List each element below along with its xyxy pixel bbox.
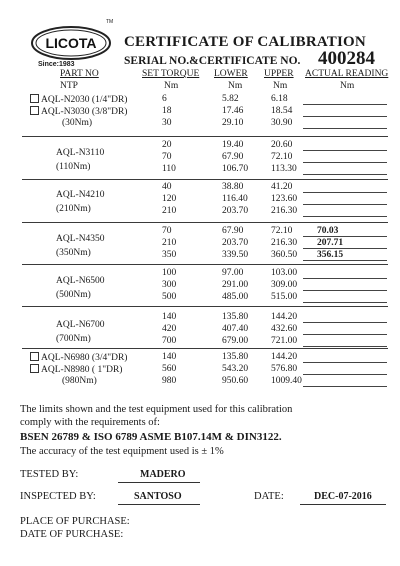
since-label: Since:1983 — [38, 61, 75, 68]
part-model-label: AQL-N8980 ( 1"DR) — [41, 365, 123, 375]
upper-limit-cell: 576.80 — [271, 364, 298, 374]
set-torque-cell: 140 — [162, 352, 177, 362]
unit-lower: Nm — [228, 81, 243, 91]
lower-limit-cell: 203.70 — [222, 238, 249, 248]
upper-limit-cell: 721.00 — [271, 336, 298, 346]
actual-reading-line — [303, 278, 387, 279]
set-torque-cell: 350 — [162, 250, 177, 260]
lower-limit-cell: 203.70 — [222, 206, 249, 216]
part-model — [62, 118, 92, 128]
part-model-label: (30Nm) — [62, 118, 93, 128]
lower-limit-cell: 29.10 — [222, 118, 244, 128]
upper-limit-cell: 216.30 — [271, 238, 298, 248]
col-lower: LOWER — [214, 69, 248, 79]
group-divider — [22, 179, 388, 180]
part-model-label: (700Nm) — [56, 334, 91, 344]
part-model — [30, 352, 127, 363]
upper-limit-cell: 432.60 — [271, 324, 298, 334]
set-torque-cell: 120 — [162, 194, 177, 204]
actual-reading-value: 356.15 — [317, 250, 344, 260]
col-set-torque: SET TORQUE — [142, 69, 200, 79]
lower-limit-cell: 116.40 — [222, 194, 248, 204]
actual-reading-line — [303, 128, 387, 129]
actual-reading-line — [303, 216, 387, 217]
part-model-label: AQL-N3110 — [56, 148, 105, 158]
actual-reading-value: 207.71 — [317, 238, 344, 248]
part-model — [56, 334, 91, 344]
upper-limit-cell: 360.50 — [271, 250, 298, 260]
inspected-by-label: INSPECTED BY: — [20, 491, 96, 502]
tested-by-line — [118, 482, 200, 483]
actual-reading-line — [303, 302, 387, 303]
part-model-label: (980Nm) — [62, 376, 97, 386]
upper-limit-cell: 72.10 — [271, 152, 293, 162]
lower-limit-cell: 17.46 — [222, 106, 244, 116]
upper-limit-cell: 41.20 — [271, 182, 293, 192]
date-of-purchase-label: DATE OF PURCHASE: — [20, 529, 124, 540]
unit-actual: Nm — [340, 81, 355, 91]
set-torque-cell: 30 — [162, 118, 172, 128]
lower-limit-cell: 339.50 — [222, 250, 249, 260]
set-torque-cell: 100 — [162, 268, 177, 278]
inspected-by-line — [118, 504, 200, 505]
actual-reading-value: 70.03 — [317, 226, 339, 236]
part-checkbox[interactable] — [30, 364, 39, 373]
lower-limit-cell: 291.00 — [222, 280, 249, 290]
upper-limit-cell: 6.18 — [271, 94, 288, 104]
trademark-mark: TM — [106, 19, 114, 25]
actual-reading-line — [303, 334, 387, 335]
lower-limit-cell: 5.82 — [222, 94, 239, 104]
actual-reading-line — [303, 150, 387, 151]
lower-limit-cell: 67.90 — [222, 152, 244, 162]
actual-reading-line — [303, 386, 387, 387]
lower-limit-cell: 135.80 — [222, 352, 249, 362]
inspected-by-value: SANTOSO — [134, 491, 182, 502]
upper-limit-cell: 144.20 — [271, 352, 298, 362]
part-model-label: AQL-N3030 (3/8"DR) — [41, 107, 128, 117]
part-model — [56, 248, 91, 258]
part-model — [56, 204, 91, 214]
set-torque-cell: 420 — [162, 324, 177, 334]
upper-limit-cell: 216.30 — [271, 206, 298, 216]
set-torque-cell: 300 — [162, 280, 177, 290]
svg-text:LICOTA: LICOTA — [45, 35, 97, 51]
group-divider — [22, 136, 388, 137]
unit-set: Nm — [164, 81, 179, 91]
upper-limit-cell: 72.10 — [271, 226, 293, 236]
standards-text: BSEN 26789 & ISO 6789 ASME B107.14M & DIN3122. — [20, 431, 282, 443]
part-model — [56, 276, 105, 286]
actual-reading-line — [303, 104, 387, 105]
tested-by-label: TESTED BY: — [20, 469, 79, 480]
set-torque-cell: 700 — [162, 336, 177, 346]
lower-limit-cell: 679.00 — [222, 336, 249, 346]
set-torque-cell: 140 — [162, 312, 177, 322]
col-actual-reading: ACTUAL READING — [305, 69, 389, 79]
upper-limit-cell: 18.54 — [271, 106, 293, 116]
part-checkbox[interactable] — [30, 94, 39, 103]
actual-reading-line — [303, 322, 387, 323]
actual-reading-line — [303, 162, 387, 163]
actual-reading-line — [303, 290, 387, 291]
serial-label: SERIAL NO.&CERTIFICATE NO. — [124, 55, 301, 67]
set-torque-cell: 6 — [162, 94, 167, 104]
tested-by-value: MADERO — [140, 469, 186, 480]
upper-limit-cell: 103.00 — [271, 268, 298, 278]
set-torque-cell: 210 — [162, 238, 177, 248]
part-model-label: AQL-N4210 — [56, 190, 105, 200]
part-model — [56, 290, 91, 300]
part-model — [56, 148, 104, 158]
lower-limit-cell: 38.80 — [222, 182, 244, 192]
set-torque-cell: 20 — [162, 140, 172, 150]
lower-limit-cell: 407.40 — [222, 324, 249, 334]
set-torque-cell: 500 — [162, 292, 177, 302]
serial-number: 400284 — [318, 48, 375, 69]
upper-limit-cell: 515.00 — [271, 292, 298, 302]
part-model-label: (500Nm) — [56, 290, 91, 300]
group-divider — [22, 306, 388, 307]
upper-limit-cell: 30.90 — [271, 118, 293, 128]
lower-limit-cell: 950.60 — [222, 376, 249, 386]
lower-limit-cell: 106.70 — [222, 164, 249, 174]
place-of-purchase-label: PLACE OF PURCHASE: — [20, 516, 130, 527]
part-model-label: (210Nm) — [56, 204, 91, 214]
date-line — [300, 504, 386, 505]
actual-reading-line — [303, 346, 387, 347]
lower-limit-cell: 19.40 — [222, 140, 244, 150]
upper-limit-cell: 309.00 — [271, 280, 298, 290]
lower-limit-cell: 485.00 — [222, 292, 249, 302]
part-checkbox[interactable] — [30, 106, 39, 115]
actual-reading-line — [303, 374, 387, 375]
part-model — [30, 94, 127, 105]
lower-limit-cell: 67.90 — [222, 226, 244, 236]
set-torque-cell: 110 — [162, 164, 176, 174]
col-part-no: PART NO — [60, 69, 99, 79]
part-model-label: AQL-N6700 — [56, 320, 105, 330]
lower-limit-cell: 543.20 — [222, 364, 249, 374]
set-torque-cell: 70 — [162, 152, 172, 162]
accuracy-text: The accuracy of the test equipment used is ± 1% — [20, 446, 224, 457]
actual-reading-line — [303, 362, 387, 363]
set-torque-cell: 560 — [162, 364, 177, 374]
part-checkbox[interactable] — [30, 352, 39, 361]
upper-limit-cell: 20.60 — [271, 140, 293, 150]
part-model-label: AQL-N4350 — [56, 234, 105, 244]
set-torque-cell: 40 — [162, 182, 172, 192]
actual-reading-line — [303, 116, 387, 117]
group-divider — [22, 264, 388, 265]
actual-reading-line — [303, 248, 387, 249]
upper-limit-cell: 144.20 — [271, 312, 298, 322]
set-torque-cell: 18 — [162, 106, 172, 116]
part-model — [56, 190, 105, 200]
actual-reading-line — [303, 260, 387, 261]
date-label: DATE: — [254, 491, 284, 502]
part-model — [30, 106, 127, 117]
compliance-text-1: The limits shown and the test equipment used for this calibration — [20, 404, 293, 415]
part-model-label: (350Nm) — [56, 248, 91, 258]
lower-limit-cell: 135.80 — [222, 312, 249, 322]
part-model — [62, 376, 97, 386]
date-value: DEC-07-2016 — [314, 491, 372, 502]
group-divider — [22, 222, 388, 223]
actual-reading-line — [303, 192, 387, 193]
upper-limit-cell: 113.30 — [271, 164, 297, 174]
set-torque-cell: 70 — [162, 226, 172, 236]
part-model — [56, 320, 105, 330]
upper-limit-cell: 1009.40 — [271, 376, 302, 386]
unit-upper: Nm — [273, 81, 288, 91]
actual-reading-line — [303, 204, 387, 205]
part-model-label: AQL-N6980 (3/4"DR) — [41, 353, 128, 363]
unit-part: NTP — [60, 81, 78, 91]
certificate-title: CERTIFICATE OF CALIBRATION — [124, 34, 366, 50]
compliance-text-2: comply with the requirements of: — [20, 417, 160, 428]
part-model — [56, 162, 90, 172]
upper-limit-cell: 123.60 — [271, 194, 298, 204]
lower-limit-cell: 97.00 — [222, 268, 244, 278]
part-model-label: AQL-N6500 — [56, 276, 105, 286]
part-model — [56, 234, 105, 244]
part-model — [30, 364, 122, 375]
set-torque-cell: 210 — [162, 206, 177, 216]
group-divider — [22, 348, 388, 349]
actual-reading-line — [303, 174, 387, 175]
actual-reading-line — [303, 236, 387, 237]
part-model-label: (110Nm) — [56, 162, 91, 172]
col-upper: UPPER — [264, 69, 294, 79]
part-model-label: AQL-N2030 (1/4"DR) — [41, 95, 128, 105]
set-torque-cell: 980 — [162, 376, 177, 386]
